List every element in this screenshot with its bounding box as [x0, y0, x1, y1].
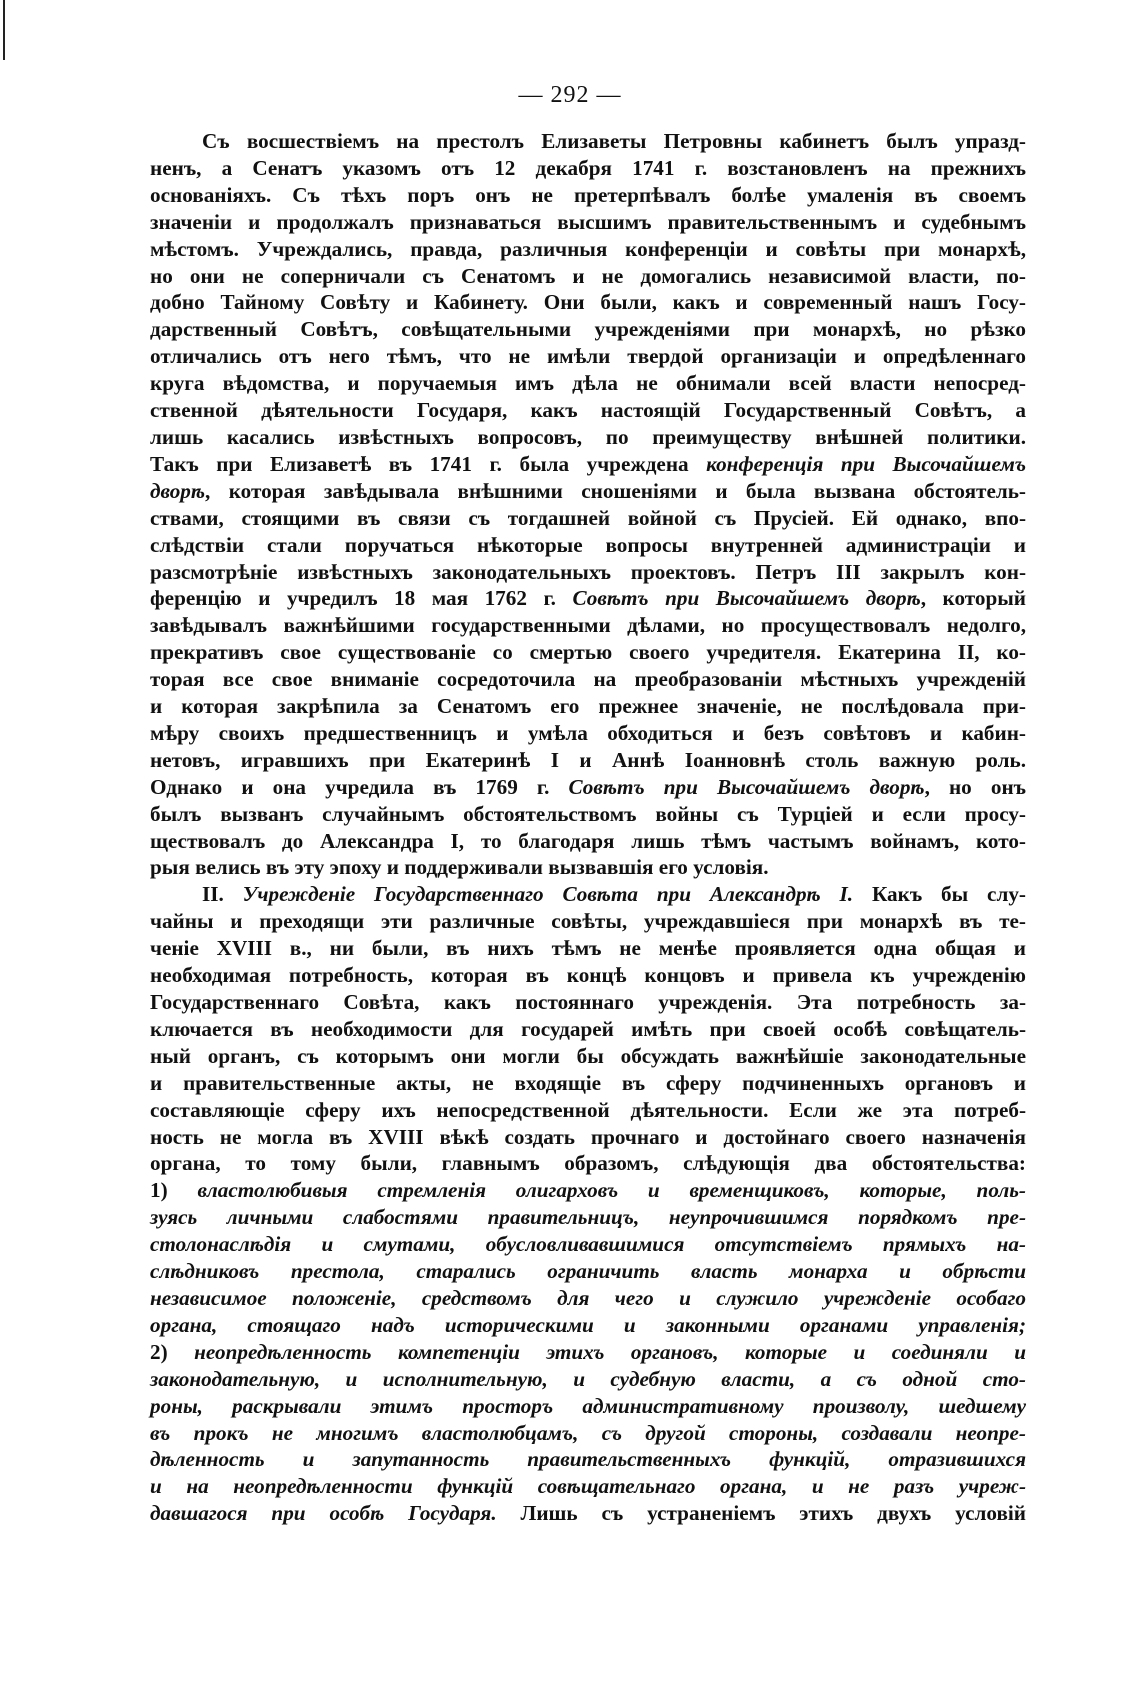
text-segment: ствами, стоящими въ связи съ тогдашней войной съ Прусіей. Ей однако, впо- — [150, 505, 1026, 530]
italic-text-segment: властолюбивыя стремленія олигарховъ и временщиковъ, которые, поль- — [197, 1178, 1026, 1203]
italic-text-segment: неопредѣленность компетенціи этихъ органовъ, которые и соединяли и — [194, 1339, 1026, 1364]
text-segment: , который — [920, 586, 1027, 611]
text-segment: ченіе XVIII в., ни были, въ нихъ тѣмъ не менѣе проявляется одна общая и — [150, 936, 1026, 961]
text-segment: Съ восшествіемъ на престолъ Елизаветы Петровны кабинетъ былъ упразд- — [202, 129, 1026, 153]
text-segment: ключается въ необходимости для государей имѣть при своей особѣ совѣщатель- — [150, 1016, 1026, 1041]
text-line — [150, 774, 1026, 801]
italic-text-segment: столонаслѣдія и смутами, обусловливавшимися отсутствіемъ прямыхъ на- — [150, 1232, 1026, 1257]
text-line — [150, 478, 1026, 505]
text-line — [150, 1258, 1026, 1285]
text-line — [150, 1204, 1026, 1231]
text-line — [150, 935, 1026, 962]
text-line — [150, 424, 1026, 451]
text-line — [150, 612, 1026, 639]
text-segment: , но онъ — [924, 774, 1026, 799]
text-segment: ненъ, а Сенатъ указомъ отъ 12 декабря 1741 г. возстановленъ на прежнихъ — [150, 155, 1026, 180]
italic-text-segment: дѣленность и запутанность правительственныхъ функцій, отразившихся — [150, 1447, 1026, 1472]
text-segment: Лишь съ устраненіемъ этихъ двухъ условій — [496, 1501, 1026, 1526]
text-line — [150, 801, 1026, 828]
text-line — [150, 1285, 1026, 1312]
text-line — [150, 370, 1026, 397]
text-segment: и которая закрѣпила за Сенатомъ его прежнее значеніе, не послѣдовала при- — [150, 694, 1026, 719]
text-segment: дарственный Совѣтъ, совѣщательными учрежденіями при монархѣ, но рѣзко — [150, 317, 1026, 342]
text-line — [150, 236, 1026, 263]
text-line — [150, 962, 1026, 989]
text-segment: слѣдствіи стали поручаться нѣкоторые вопросы внутренней администраціи и — [150, 532, 1026, 557]
italic-text-segment: зуясь личными слабостями правительницъ, неупрочившимся порядкомъ пре- — [150, 1205, 1026, 1230]
text-segment: круга вѣдомства, и поручаемыя имъ дѣла не обнимали всей власти непосред- — [150, 371, 1026, 396]
text-line — [150, 1070, 1026, 1097]
text-segment: 2) — [150, 1339, 195, 1364]
text-line — [150, 1500, 1026, 1527]
text-segment: лишь касались извѣстныхъ вопросовъ, по преимуществу внѣшней политики. — [150, 424, 1026, 449]
text-segment: мѣстомъ. Учреждались, правда, различныя конференціи и совѣты при монархѣ, — [150, 236, 1026, 261]
text-segment: прекративъ свое существованіе со смертью своего учредителя. Екатерина II, ко- — [150, 640, 1026, 665]
text-line — [150, 1097, 1026, 1124]
text-line — [150, 720, 1026, 747]
text-line — [150, 639, 1026, 666]
text-segment: Такъ при Елизаветѣ въ 1741 г. была учреждена — [150, 451, 707, 476]
text-line — [150, 155, 1026, 182]
text-line — [150, 854, 1026, 881]
text-line — [150, 881, 1026, 908]
text-segment: Однако и она учредила въ 1769 г. — [150, 774, 569, 799]
text-line — [150, 989, 1026, 1016]
text-line — [150, 1339, 1026, 1366]
text-line — [150, 908, 1026, 935]
text-line — [150, 1124, 1026, 1151]
text-line — [150, 316, 1026, 343]
text-line — [150, 1177, 1026, 1204]
text-segment: нетовъ, игравшихъ при Екатеринѣ I и Аннѣ Іоанновнѣ столь важную роль. — [150, 747, 1026, 772]
text-segment: мѣру своихъ предшественницъ и умѣла обходиться и безъ совѣтовъ и кабин- — [150, 720, 1026, 745]
text-segment: Государственнаго Совѣта, какъ постояннаго учрежденія. Эта потребность за- — [150, 990, 1026, 1014]
italic-text-segment: Совѣтъ при Высочайшемъ дворѣ — [568, 774, 925, 799]
text-line — [150, 1312, 1026, 1339]
italic-text-segment: Совѣтъ при Высочайшемъ дворѣ — [572, 586, 921, 611]
text-line — [150, 209, 1026, 236]
text-segment: Какъ бы слу- — [853, 882, 1026, 907]
text-line — [150, 1420, 1026, 1447]
text-line — [150, 666, 1026, 693]
text-line — [150, 1016, 1026, 1043]
text-segment: рыя велись въ эту эпоху и поддерживали вызвавшія его условія. — [150, 855, 769, 880]
text-line — [150, 532, 1026, 559]
italic-text-segment: дворѣ — [150, 478, 206, 503]
italic-text-segment: и на неопредѣленности функцій совѣщательнаго органа, и не разъ учреж- — [150, 1474, 1026, 1499]
text-segment: значеніи и продолжалъ признаваться высшимъ правительственнымъ и судебнымъ — [150, 209, 1026, 234]
text-segment: и правительственные акты, не входящіе въ сферу подчиненныхъ органовъ и — [150, 1070, 1026, 1095]
text-line — [150, 397, 1026, 424]
italic-text-segment: роны, раскрывали этимъ просторъ административному произволу, шедшему — [150, 1393, 1026, 1418]
italic-text-segment: независимое положеніе, средствомъ для чего и служило учрежденіе особаго — [150, 1285, 1026, 1310]
italic-text-segment: Учрежденіе Государственнаго Совѣта при Александрѣ I. — [242, 882, 854, 907]
text-segment: ственной дѣятельности Государя, какъ настоящій Государственный Совѣтъ, а — [150, 398, 1026, 423]
scan-edge-rule — [3, 0, 5, 60]
text-line — [150, 1393, 1026, 1420]
italic-text-segment: конференція при Высочайшемъ — [706, 451, 1026, 476]
text-segment: торая все свое вниманіе сосредоточила на преобразованіи мѣстныхъ учрежденій — [150, 667, 1026, 692]
text-segment: составляющіе сферу ихъ непосредственной дѣятельности. Если же эта потреб- — [150, 1097, 1026, 1122]
text-segment: необходимая потребность, которая въ концѣ концовъ и привела къ учрежденію — [150, 963, 1026, 988]
text-segment: завѣдывалъ важнѣйшими государственными дѣлами, но просуществовалъ недолго, — [150, 613, 1026, 638]
text-line — [150, 128, 1026, 155]
text-segment: 1) — [150, 1178, 198, 1203]
italic-text-segment: законодательную, и исполнительную, и судебную власти, а съ одной сто- — [150, 1366, 1026, 1391]
italic-text-segment: давшагося при особѣ Государя. — [150, 1501, 497, 1526]
text-segment: чайны и преходящи эти различные совѣты, учреждавшіеся при монархѣ въ те- — [150, 909, 1026, 934]
text-line — [150, 585, 1026, 612]
text-line — [150, 559, 1026, 586]
text-line — [150, 263, 1026, 290]
text-line — [150, 747, 1026, 774]
text-segment: основаніяхъ. Съ тѣхъ поръ онъ не претерпѣвалъ болѣе умаленія въ своемъ — [150, 182, 1026, 207]
text-line — [150, 1043, 1026, 1070]
page-number: — 292 — — [518, 82, 622, 108]
text-segment: II. — [202, 882, 243, 907]
text-segment: ференцію и учредилъ 18 мая 1762 г. — [150, 586, 573, 611]
body-text — [150, 128, 1026, 1527]
text-segment: но они не соперничали съ Сенатомъ и не домогались независимой власти, по- — [150, 263, 1026, 288]
text-segment: , которая завѣдывала внѣшними сношеніями и была вызвана обстоятель- — [205, 478, 1026, 503]
text-line — [150, 182, 1026, 209]
text-segment: добно Тайному Совѣту и Кабинету. Они были, какъ и современный нашъ Госу- — [150, 290, 1026, 315]
text-segment: ный органъ, съ которымъ они могли бы обсуждать важнѣйшіе законодательные — [150, 1043, 1026, 1068]
text-line — [150, 1150, 1026, 1177]
text-line — [150, 1366, 1026, 1393]
italic-text-segment: слѣдниковъ престола, старались ограничить власть монарха и обрѣсти — [150, 1259, 1026, 1284]
text-line — [150, 1446, 1026, 1473]
text-segment: органа, то тому были, главнымъ образомъ, слѣдующія два обстоятельства: — [150, 1151, 1026, 1176]
text-line — [150, 693, 1026, 720]
text-line — [150, 1473, 1026, 1500]
text-segment: ществовалъ до Александра I, то благодаря лишь тѣмъ частымъ войнамъ, кото- — [150, 828, 1026, 853]
text-segment: былъ вызванъ случайнымъ обстоятельствомъ войны съ Турціей и если просу- — [150, 801, 1026, 826]
text-line — [150, 343, 1026, 370]
text-line — [150, 828, 1026, 855]
text-line — [150, 289, 1026, 316]
text-segment: ность не могла въ XVIII вѣкѣ создать прочнаго и достойнаго своего назначенія — [150, 1124, 1026, 1149]
italic-text-segment: въ прокъ не многимъ властолюбцамъ, съ другой стороны, создавали неопре- — [150, 1420, 1026, 1445]
text-segment: отличались отъ него тѣмъ, что не имѣли твердой организаціи и опредѣленнаго — [150, 344, 1026, 369]
text-line — [150, 1231, 1026, 1258]
text-segment: разсмотрѣніе извѣстныхъ законодательныхъ проектовъ. Петръ III закрылъ кон- — [150, 559, 1026, 584]
text-line — [150, 451, 1026, 478]
italic-text-segment: органа, стоящаго надъ историческими и законными органами управленія; — [150, 1312, 1026, 1337]
text-line — [150, 505, 1026, 532]
